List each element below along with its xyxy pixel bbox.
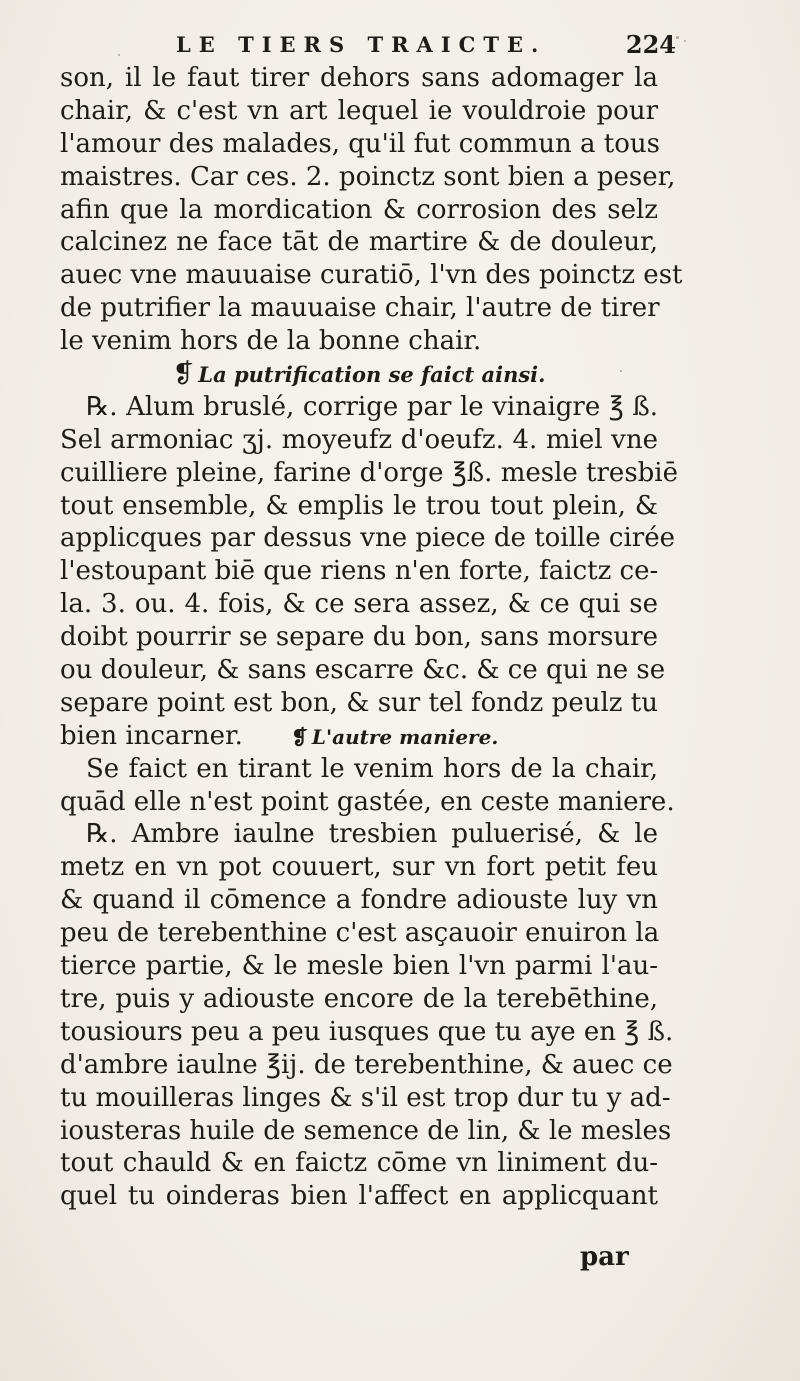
text-line: l'amour des malades, qu'il fut commun a tous [60, 128, 660, 159]
text-line: calcinez ne face tāt de martire & de douleur, [60, 227, 658, 258]
text-line: applicques par dessus vne piece de toille cirée [60, 523, 675, 554]
text-line: chair, & c'est vn art lequel ie vouldroie pour [60, 95, 658, 126]
heading-autre-maniere [291, 725, 498, 749]
text-fragment: bien incarner. [60, 720, 243, 751]
section-heading [60, 358, 658, 391]
body-text [60, 62, 683, 1213]
paper-fleck [620, 370, 622, 372]
text-line: ℞. Ambre iaulne tresbien puluerisé, & le [86, 819, 658, 850]
text-line: separe point est bon, & sur tel fondz peulz tu [60, 687, 658, 718]
pilcrow-icon: ❡ [291, 724, 308, 749]
text-line: son, il le faut tirer dehors sans adomager la [60, 63, 658, 93]
text-line: tout chauld & en faictz cōme vn liniment du- [60, 1148, 658, 1179]
text-line: l'estoupant biē que riens n'en forte, faictz ce- [60, 556, 659, 587]
text-line: la. 3. ou. 4. fois, & ce sera assez, & ce qui se [60, 589, 658, 620]
text-line: tierce partie, & le mesle bien l'vn parmi l'au- [60, 951, 658, 982]
text-line: ℞. Alum bruslé, corrige par le vinaigre ℥ ß. [86, 391, 658, 422]
paper-fleck [676, 36, 679, 39]
text-line: le venim hors de la bonne chair. [60, 326, 482, 357]
text-line: iousteras huile de semence de lin, & le mesles [60, 1115, 672, 1146]
text-line: tousiours peu a peu iusques que tu aye en ℥ ß. [60, 1016, 674, 1047]
text-line: cuilliere pleine, farine d'orge ℥ß. mesle tresbiē [60, 457, 679, 488]
text-line-with-heading [60, 720, 658, 753]
text-line: metz en vn pot couuert, sur vn fort petit feu [60, 852, 658, 883]
paper-fleck [684, 40, 686, 42]
text-line: de putrifier la mauuaise chair, l'autre de tirer [60, 293, 660, 324]
text-line: Se faict en tirant le venim hors de la chair, [86, 753, 658, 784]
running-head-title: LE TIERS TRAICTE. [176, 32, 547, 57]
text-line: & quand il cōmence a fondre adiouste luy vn [60, 885, 658, 916]
running-head [176, 28, 676, 64]
text-line: auec vne mauuaise curatiō, l'vn des poinctz est [60, 260, 683, 291]
text-line: ou douleur, & sans escarre &c. & ce qui ne se [60, 655, 666, 686]
text-line: quād elle n'est point gastée, en ceste maniere. [60, 786, 675, 817]
heading-putrification: La putrification se faict ainsi. [198, 362, 546, 388]
text-line: tre, puis y adiouste encore de la terebēthine, [60, 983, 658, 1014]
text-line: quel tu oinderas bien l'affect en applicquant [60, 1181, 658, 1212]
text-line: tout ensemble, & emplis le trou tout plein, & [60, 490, 658, 521]
catchword: par [580, 1242, 629, 1272]
text-line: doibt pourrir se separe du bon, sans morsure [60, 622, 658, 653]
text-line: maistres. Car ces. 2. poinctz sont bien a peser, [60, 161, 676, 192]
text-line: d'ambre iaulne ℥ij. de terebenthine, & auec ce [60, 1049, 673, 1080]
pilcrow-icon: ❡ [172, 359, 195, 390]
paper-fleck [118, 54, 120, 56]
page-number: 224 [625, 30, 676, 59]
heading-text: L'autre maniere. [311, 724, 499, 749]
text-line: afin que la mordication & corrosion des selz [60, 194, 658, 225]
text-line: tu mouilleras linges & s'il est trop dur tu y ad- [60, 1082, 671, 1113]
text-line: Sel armoniac ʒj. moyeufz d'oeufz. 4. miel vne [60, 424, 658, 455]
text-line: peu de terebenthine c'est asçauoir enuiron la [60, 918, 660, 949]
